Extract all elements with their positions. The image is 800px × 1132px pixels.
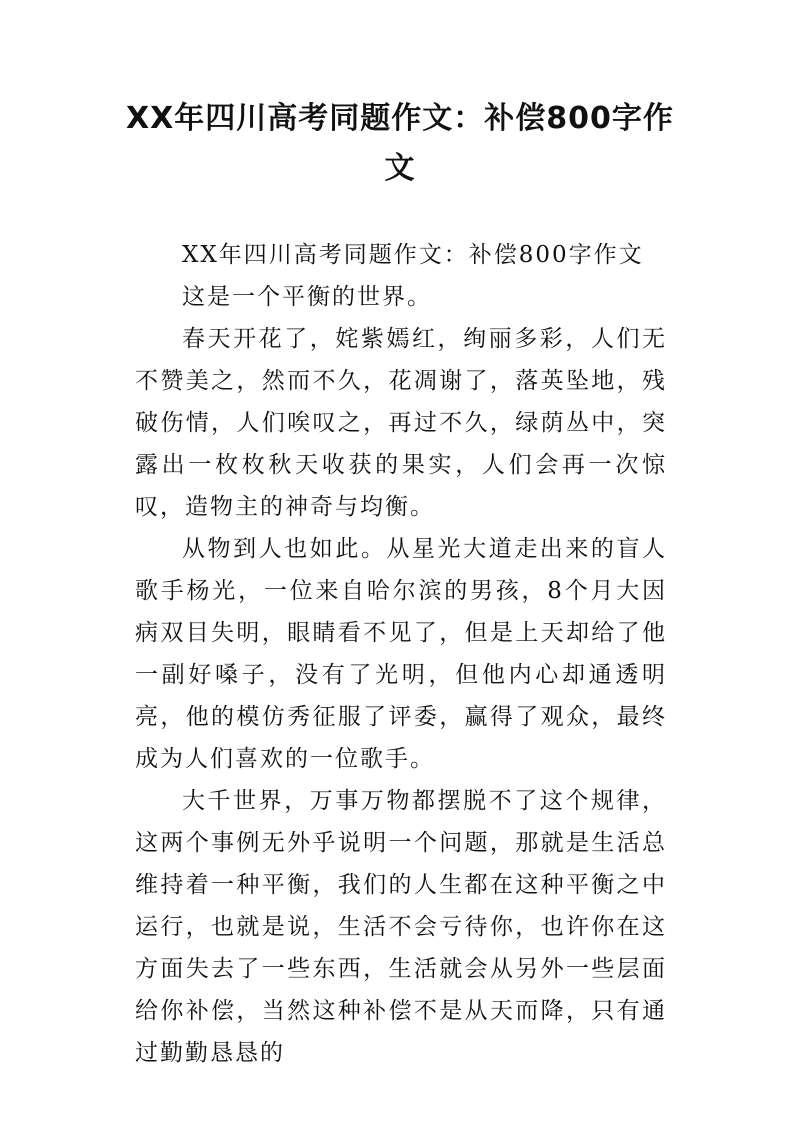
paragraph: 从物到人也如此。从星光大道走出来的盲人歌手杨光，一位来自哈尔滨的男孩，8个月大因病双目失明，眼睛看不见了，但是上天却给了他一副好嗓子，没有了光明，但他内心却通透明亮，他的模仿秀征服了评委，赢得了观众，最终成为人们喜欢的一位歌手。 [135,536,667,772]
paragraph: 大千世界，万事万物都摆脱不了这个规律，这两个事例无外乎说明一个问题，那就是生活总维持着一种平衡，我们的人生都在这种平衡之中运行，也就是说，生活不会亏待你，也许你在这方面失去了一些东西，生活就会从另外一些层面给你补偿，当然这种补偿不是从天而降，只有通过勤勤恳恳的 [135,788,667,1066]
document-body [135,234,667,1074]
document-title: XX年四川高考同题作文：补偿800字作文 [126,101,674,186]
paragraph-subtitle: XX年四川高考同题作文：补偿800字作文 [182,242,644,268]
paragraph: 春天开花了，姹紫嫣红，绚丽多彩，人们无不赞美之，然而不久，花凋谢了，落英坠地，残破伤情，人们唉叹之，再过不久，绿荫丛中，突露出一枚枚秋天收获的果实，人们会再一次惊叹，造物主的神奇与均衡。 [135,326,667,520]
paragraph: 这是一个平衡的世界。 [182,284,432,310]
